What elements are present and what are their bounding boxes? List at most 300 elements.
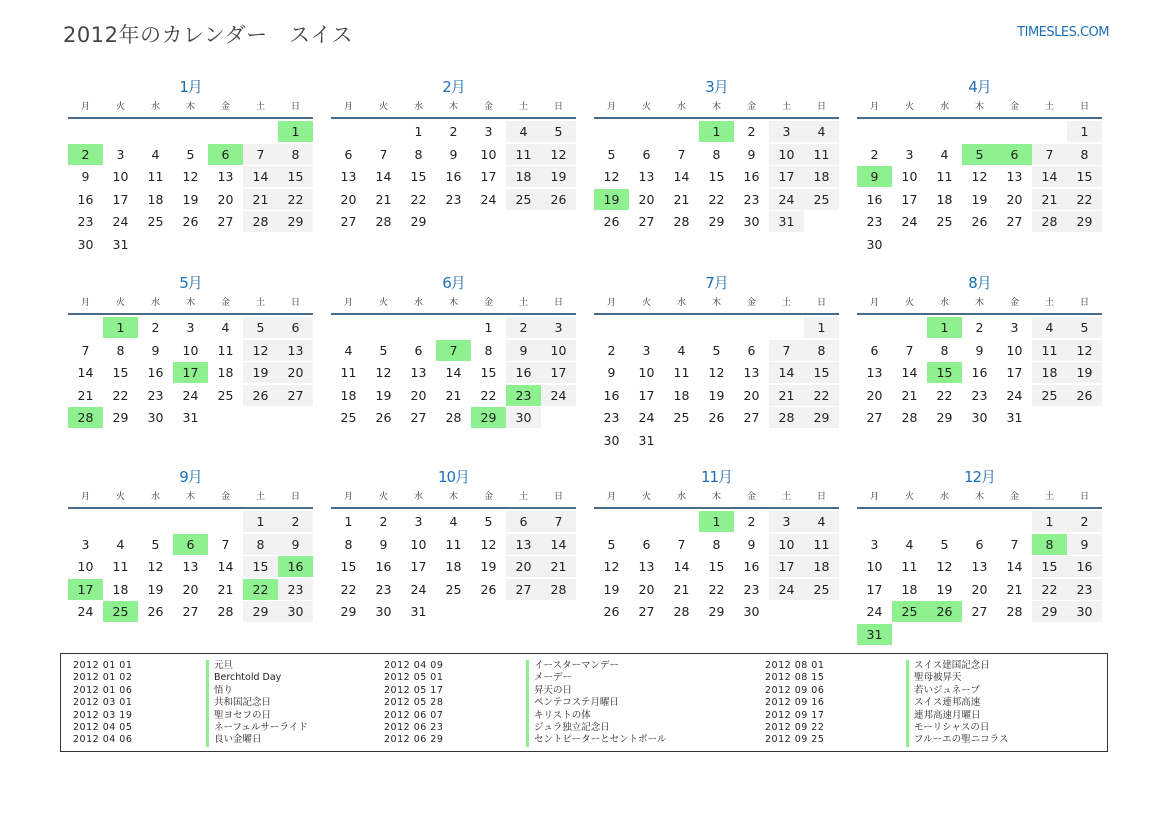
day-cell: 4 — [1032, 317, 1067, 338]
day-cell: 25 — [936, 214, 953, 229]
day-cell: 7 — [677, 146, 686, 162]
day-cell: 27 — [410, 410, 427, 425]
day-cell: 11 — [506, 144, 541, 165]
week-row — [857, 166, 1102, 189]
weekday-label: 水 — [150, 492, 160, 502]
weekday-label: 土 — [518, 102, 528, 112]
day-cell: 15 — [243, 556, 278, 577]
day-cell: 24 — [480, 191, 497, 207]
day-cell: 10 — [77, 559, 94, 574]
day-cell: 3 — [870, 536, 879, 552]
day-cell: 9 — [1067, 534, 1102, 555]
holiday-day-cell: 31 — [857, 624, 892, 645]
day-cell: 8 — [1067, 144, 1102, 165]
weekday-label: 日 — [1079, 298, 1089, 308]
holiday-date: 2012 04 05 — [73, 721, 133, 733]
day-cell: 15 — [708, 559, 725, 574]
weekday-label: 土 — [518, 298, 528, 308]
day-cell: 29 — [708, 604, 725, 619]
day-cell: 5 — [712, 342, 721, 358]
day-cell: 26 — [541, 189, 576, 210]
day-cell: 19 — [480, 559, 497, 574]
weekday-label: 日 — [290, 492, 300, 502]
weekday-label: 月 — [869, 102, 879, 112]
holiday-item — [384, 684, 573, 697]
day-cell: 17 — [769, 556, 804, 577]
day-cell: 13 — [971, 559, 988, 574]
day-cell: 11 — [673, 365, 690, 380]
holiday-item — [384, 697, 619, 709]
week-row — [68, 234, 313, 257]
day-cell: 18 — [1032, 362, 1067, 383]
empty-day-cell — [243, 234, 278, 255]
day-cell: 6 — [975, 536, 984, 552]
day-cell: 18 — [506, 166, 541, 187]
holiday-day-cell: 2 — [68, 144, 103, 165]
empty-day-cell — [699, 430, 734, 451]
day-cell: 20 — [971, 581, 988, 597]
day-cell: 9 — [379, 536, 388, 552]
empty-day-cell — [436, 601, 471, 622]
day-cell: 15 — [480, 365, 497, 380]
day-cell: 18 — [217, 365, 234, 380]
empty-day-cell — [927, 234, 962, 255]
weekday-label: 土 — [781, 102, 791, 112]
week-row — [594, 166, 839, 189]
empty-day-cell — [366, 317, 401, 338]
day-cell: 26 — [708, 410, 725, 425]
empty-day-cell — [68, 121, 103, 142]
empty-day-cell — [997, 121, 1032, 142]
holiday-day-cell: 25 — [103, 601, 138, 622]
day-cell: 9 — [151, 342, 160, 358]
empty-day-cell — [1067, 234, 1102, 255]
empty-day-cell — [927, 511, 962, 532]
day-cell: 24 — [112, 214, 129, 229]
day-cell: 22 — [480, 387, 497, 403]
holiday-day-cell: 1 — [103, 317, 138, 338]
day-cell: 23 — [278, 579, 313, 600]
week-row — [68, 317, 313, 340]
month-block — [857, 272, 1102, 466]
empty-day-cell — [699, 317, 734, 338]
day-cell: 21 — [77, 387, 94, 403]
day-cell: 8 — [940, 342, 949, 358]
day-cell: 14 — [673, 559, 690, 574]
day-cell: 8 — [243, 534, 278, 555]
empty-day-cell — [541, 211, 576, 232]
weekday-label: 木 — [974, 492, 984, 502]
weekday-header — [857, 100, 1102, 119]
weekday-label: 日 — [816, 492, 826, 502]
weekday-header — [594, 490, 839, 509]
weekday-label: 水 — [676, 298, 686, 308]
holiday-item — [384, 709, 591, 722]
day-cell: 1 — [804, 317, 839, 338]
day-cell: 2 — [870, 146, 879, 162]
day-cell: 17 — [112, 191, 129, 207]
weekday-label: 金 — [220, 102, 230, 112]
day-cell: 4 — [344, 342, 353, 358]
month-name: 4月 — [968, 78, 991, 96]
day-cell: 6 — [278, 317, 313, 338]
weekday-label: 金 — [1009, 102, 1019, 112]
weekday-label: 日 — [290, 298, 300, 308]
empty-day-cell — [594, 121, 629, 142]
empty-day-cell — [962, 234, 997, 255]
day-cell: 4 — [151, 146, 160, 162]
day-cell: 28 — [217, 604, 234, 619]
empty-day-cell — [857, 121, 892, 142]
day-cell: 12 — [603, 559, 620, 574]
empty-day-cell — [506, 211, 541, 232]
day-cell: 26 — [147, 604, 164, 619]
week-row — [594, 511, 839, 534]
holiday-item — [765, 660, 990, 672]
week-row — [331, 211, 576, 234]
day-cell: 2 — [278, 511, 313, 532]
holiday-item — [384, 734, 667, 746]
day-cell: 2 — [747, 124, 756, 139]
week-row — [68, 601, 313, 624]
day-cell: 9 — [975, 342, 984, 358]
day-cell: 20 — [340, 191, 357, 207]
week-row — [857, 601, 1102, 624]
holiday-item — [73, 734, 262, 746]
day-cell: 29 — [1032, 601, 1067, 622]
day-cell: 25 — [340, 410, 357, 425]
day-cell: 21 — [1032, 189, 1067, 210]
holiday-name: イースターマンデー — [526, 660, 619, 672]
day-cell: 21 — [673, 581, 690, 597]
empty-day-cell — [629, 317, 664, 338]
day-cell: 21 — [769, 385, 804, 406]
day-cell: 30 — [77, 236, 94, 252]
week-row — [331, 121, 576, 144]
weekday-label: 月 — [606, 492, 616, 502]
week-row — [857, 144, 1102, 167]
day-cell: 7 — [677, 536, 686, 552]
holiday-name: 昇天の日 — [526, 685, 572, 697]
day-cell: 9 — [506, 340, 541, 361]
holiday-name: メーデー — [526, 672, 572, 684]
day-cell: 19 — [147, 581, 164, 597]
day-cell: 24 — [769, 189, 804, 210]
weekday-label: 日 — [553, 492, 563, 502]
week-row — [594, 556, 839, 579]
holiday-date: 2012 09 22 — [765, 721, 825, 733]
day-cell: 5 — [379, 342, 388, 358]
day-cell: 25 — [673, 410, 690, 425]
holiday-item — [765, 734, 1009, 746]
holiday-item — [384, 721, 610, 734]
week-row — [857, 511, 1102, 534]
day-cell: 31 — [112, 236, 129, 252]
day-cell: 20 — [866, 387, 883, 403]
empty-day-cell — [278, 234, 313, 255]
day-cell: 27 — [866, 410, 883, 425]
day-cell: 23 — [603, 410, 620, 425]
day-cell: 16 — [743, 169, 760, 184]
week-row — [68, 385, 313, 408]
weekday-label: 水 — [676, 492, 686, 502]
day-cell: 6 — [414, 342, 423, 358]
weekday-label: 火 — [904, 102, 914, 112]
day-cell: 14 — [445, 365, 462, 380]
day-cell: 23 — [743, 581, 760, 597]
weekday-label: 日 — [553, 102, 563, 112]
weekday-label: 木 — [448, 492, 458, 502]
week-row — [331, 511, 576, 534]
empty-day-cell — [594, 317, 629, 338]
weekday-label: 金 — [483, 298, 493, 308]
holiday-name: 良い金曜日 — [206, 734, 262, 746]
day-cell: 2 — [1067, 511, 1102, 532]
empty-day-cell — [857, 511, 892, 532]
weekday-label: 水 — [939, 102, 949, 112]
day-cell: 25 — [1032, 385, 1067, 406]
day-cell: 13 — [410, 365, 427, 380]
day-cell: 3 — [1010, 320, 1019, 335]
day-cell: 11 — [804, 534, 839, 555]
week-row — [594, 317, 839, 340]
day-cell: 5 — [541, 121, 576, 142]
empty-day-cell — [892, 234, 927, 255]
empty-day-cell — [138, 121, 173, 142]
weekday-label: 日 — [1079, 102, 1089, 112]
day-cell: 10 — [182, 342, 199, 358]
day-cell: 7 — [221, 536, 230, 552]
day-cell: 23 — [77, 214, 94, 229]
holiday-item — [765, 709, 981, 722]
day-cell: 27 — [638, 604, 655, 619]
day-cell: 14 — [673, 169, 690, 184]
day-cell: 5 — [484, 514, 493, 529]
holiday-day-cell: 6 — [208, 144, 243, 165]
weekday-label: 木 — [448, 102, 458, 112]
day-cell: 15 — [410, 169, 427, 184]
week-row — [857, 556, 1102, 579]
day-cell: 28 — [901, 410, 918, 425]
holiday-day-cell: 6 — [173, 534, 208, 555]
weekday-label: 日 — [290, 102, 300, 112]
weekday-label: 水 — [413, 492, 423, 502]
day-cell: 30 — [278, 601, 313, 622]
weekday-label: 土 — [1044, 102, 1054, 112]
weekday-label: 火 — [904, 492, 914, 502]
day-cell: 24 — [77, 604, 94, 619]
day-cell: 29 — [112, 410, 129, 425]
day-cell: 24 — [901, 214, 918, 229]
empty-day-cell — [208, 407, 243, 428]
day-cell: 31 — [769, 211, 804, 232]
weekday-label: 月 — [80, 492, 90, 502]
weekday-label: 金 — [483, 102, 493, 112]
weekday-label: 月 — [343, 102, 353, 112]
holiday-date: 2012 03 19 — [73, 709, 133, 721]
empty-day-cell — [664, 121, 699, 142]
weekday-label: 日 — [816, 102, 826, 112]
day-cell: 24 — [1006, 387, 1023, 403]
empty-day-cell — [208, 234, 243, 255]
month-name: 11月 — [700, 468, 733, 486]
weekday-label: 土 — [255, 492, 265, 502]
month-block — [594, 272, 839, 466]
week-row — [68, 534, 313, 557]
day-cell: 20 — [410, 387, 427, 403]
holiday-name: ペンテコステ月曜日 — [526, 697, 619, 709]
day-cell: 14 — [243, 166, 278, 187]
day-cell: 18 — [901, 581, 918, 597]
weekday-label: 月 — [80, 298, 90, 308]
day-cell: 28 — [769, 407, 804, 428]
day-cell: 24 — [410, 581, 427, 597]
empty-day-cell — [769, 430, 804, 451]
month-block — [857, 76, 1102, 272]
weekday-label: 木 — [185, 298, 195, 308]
day-cell: 8 — [712, 146, 721, 162]
day-cell: 3 — [186, 320, 195, 335]
week-row — [331, 189, 576, 212]
week-row — [857, 211, 1102, 234]
holiday-column — [73, 660, 308, 747]
day-cell: 11 — [901, 559, 918, 574]
holiday-date: 2012 01 02 — [73, 672, 133, 684]
empty-day-cell — [208, 511, 243, 532]
day-cell: 16 — [375, 559, 392, 574]
holiday-day-cell: 15 — [927, 362, 962, 383]
holiday-day-cell: 25 — [892, 601, 927, 622]
day-cell: 10 — [638, 365, 655, 380]
site-link[interactable]: TIMESLES.COM — [1017, 25, 1109, 40]
day-cell: 5 — [607, 536, 616, 552]
day-cell: 12 — [1067, 340, 1102, 361]
day-cell: 1 — [414, 124, 423, 139]
day-cell: 12 — [182, 169, 199, 184]
empty-day-cell — [962, 511, 997, 532]
weekday-header — [594, 296, 839, 315]
day-cell: 21 — [445, 387, 462, 403]
empty-day-cell — [664, 511, 699, 532]
day-cell: 18 — [804, 166, 839, 187]
day-cell: 11 — [804, 144, 839, 165]
holiday-item — [73, 684, 234, 697]
week-row — [68, 362, 313, 385]
day-cell: 31 — [410, 604, 427, 619]
empty-day-cell — [278, 407, 313, 428]
holiday-date: 2012 05 17 — [384, 684, 444, 696]
month-block — [68, 466, 313, 651]
empty-day-cell — [927, 121, 962, 142]
day-cell: 12 — [375, 365, 392, 380]
day-cell: 14 — [901, 365, 918, 380]
weekday-label: 月 — [869, 492, 879, 502]
day-cell: 15 — [1032, 556, 1067, 577]
weekday-label: 土 — [1044, 492, 1054, 502]
day-cell: 19 — [708, 387, 725, 403]
day-cell: 5 — [186, 146, 195, 162]
holiday-day-cell: 8 — [1032, 534, 1067, 555]
day-cell: 11 — [147, 169, 164, 184]
month-name: 8月 — [968, 274, 991, 292]
weekday-label: 土 — [518, 492, 528, 502]
day-cell: 4 — [677, 342, 686, 358]
holiday-list — [60, 653, 1108, 752]
day-cell: 25 — [147, 214, 164, 229]
day-cell: 29 — [1067, 211, 1102, 232]
holiday-day-cell: 16 — [278, 556, 313, 577]
empty-day-cell — [1067, 624, 1102, 645]
day-cell: 21 — [1006, 581, 1023, 597]
day-cell: 1 — [1067, 121, 1102, 142]
weekday-header — [68, 490, 313, 509]
day-cell: 13 — [182, 559, 199, 574]
holiday-item — [73, 721, 308, 734]
day-cell: 18 — [936, 191, 953, 207]
day-cell: 27 — [743, 410, 760, 425]
day-cell: 2 — [506, 317, 541, 338]
empty-day-cell — [471, 211, 506, 232]
week-row — [331, 556, 576, 579]
weekday-label: 火 — [641, 298, 651, 308]
weekday-label: 月 — [80, 102, 90, 112]
day-cell: 27 — [182, 604, 199, 619]
weekday-label: 月 — [606, 298, 616, 308]
day-cell: 12 — [603, 169, 620, 184]
week-row — [331, 144, 576, 167]
day-cell: 2 — [975, 320, 984, 335]
weekday-label: 火 — [115, 102, 125, 112]
week-row — [857, 234, 1102, 257]
day-cell: 7 — [541, 511, 576, 532]
week-row — [857, 579, 1102, 602]
day-cell: 30 — [147, 410, 164, 425]
weekday-label: 金 — [746, 298, 756, 308]
day-cell: 23 — [375, 581, 392, 597]
empty-day-cell — [594, 511, 629, 532]
day-cell: 29 — [936, 410, 953, 425]
day-cell: 26 — [603, 604, 620, 619]
week-row — [594, 385, 839, 408]
week-row — [857, 534, 1102, 557]
day-cell: 22 — [112, 387, 129, 403]
day-cell: 12 — [708, 365, 725, 380]
day-cell: 3 — [81, 536, 90, 552]
holiday-name: キリストの体 — [526, 710, 591, 722]
day-cell: 23 — [866, 214, 883, 229]
day-cell: 4 — [116, 536, 125, 552]
day-cell: 16 — [445, 169, 462, 184]
day-cell: 2 — [449, 124, 458, 139]
month-block — [331, 272, 576, 466]
empty-day-cell — [173, 121, 208, 142]
weekday-label: 金 — [220, 298, 230, 308]
holiday-date: 2012 04 06 — [73, 734, 133, 746]
day-cell: 3 — [116, 146, 125, 162]
day-cell: 27 — [506, 579, 541, 600]
holiday-name: フルーエの聖ニコラス — [906, 734, 1008, 746]
day-cell: 4 — [449, 514, 458, 529]
day-cell: 4 — [804, 511, 839, 532]
empty-day-cell — [804, 601, 839, 622]
holiday-date: 2012 05 28 — [384, 697, 444, 709]
empty-day-cell — [857, 317, 892, 338]
day-cell: 20 — [638, 581, 655, 597]
day-cell: 6 — [747, 342, 756, 358]
week-row — [331, 340, 576, 363]
day-cell: 15 — [804, 362, 839, 383]
empty-day-cell — [962, 624, 997, 645]
